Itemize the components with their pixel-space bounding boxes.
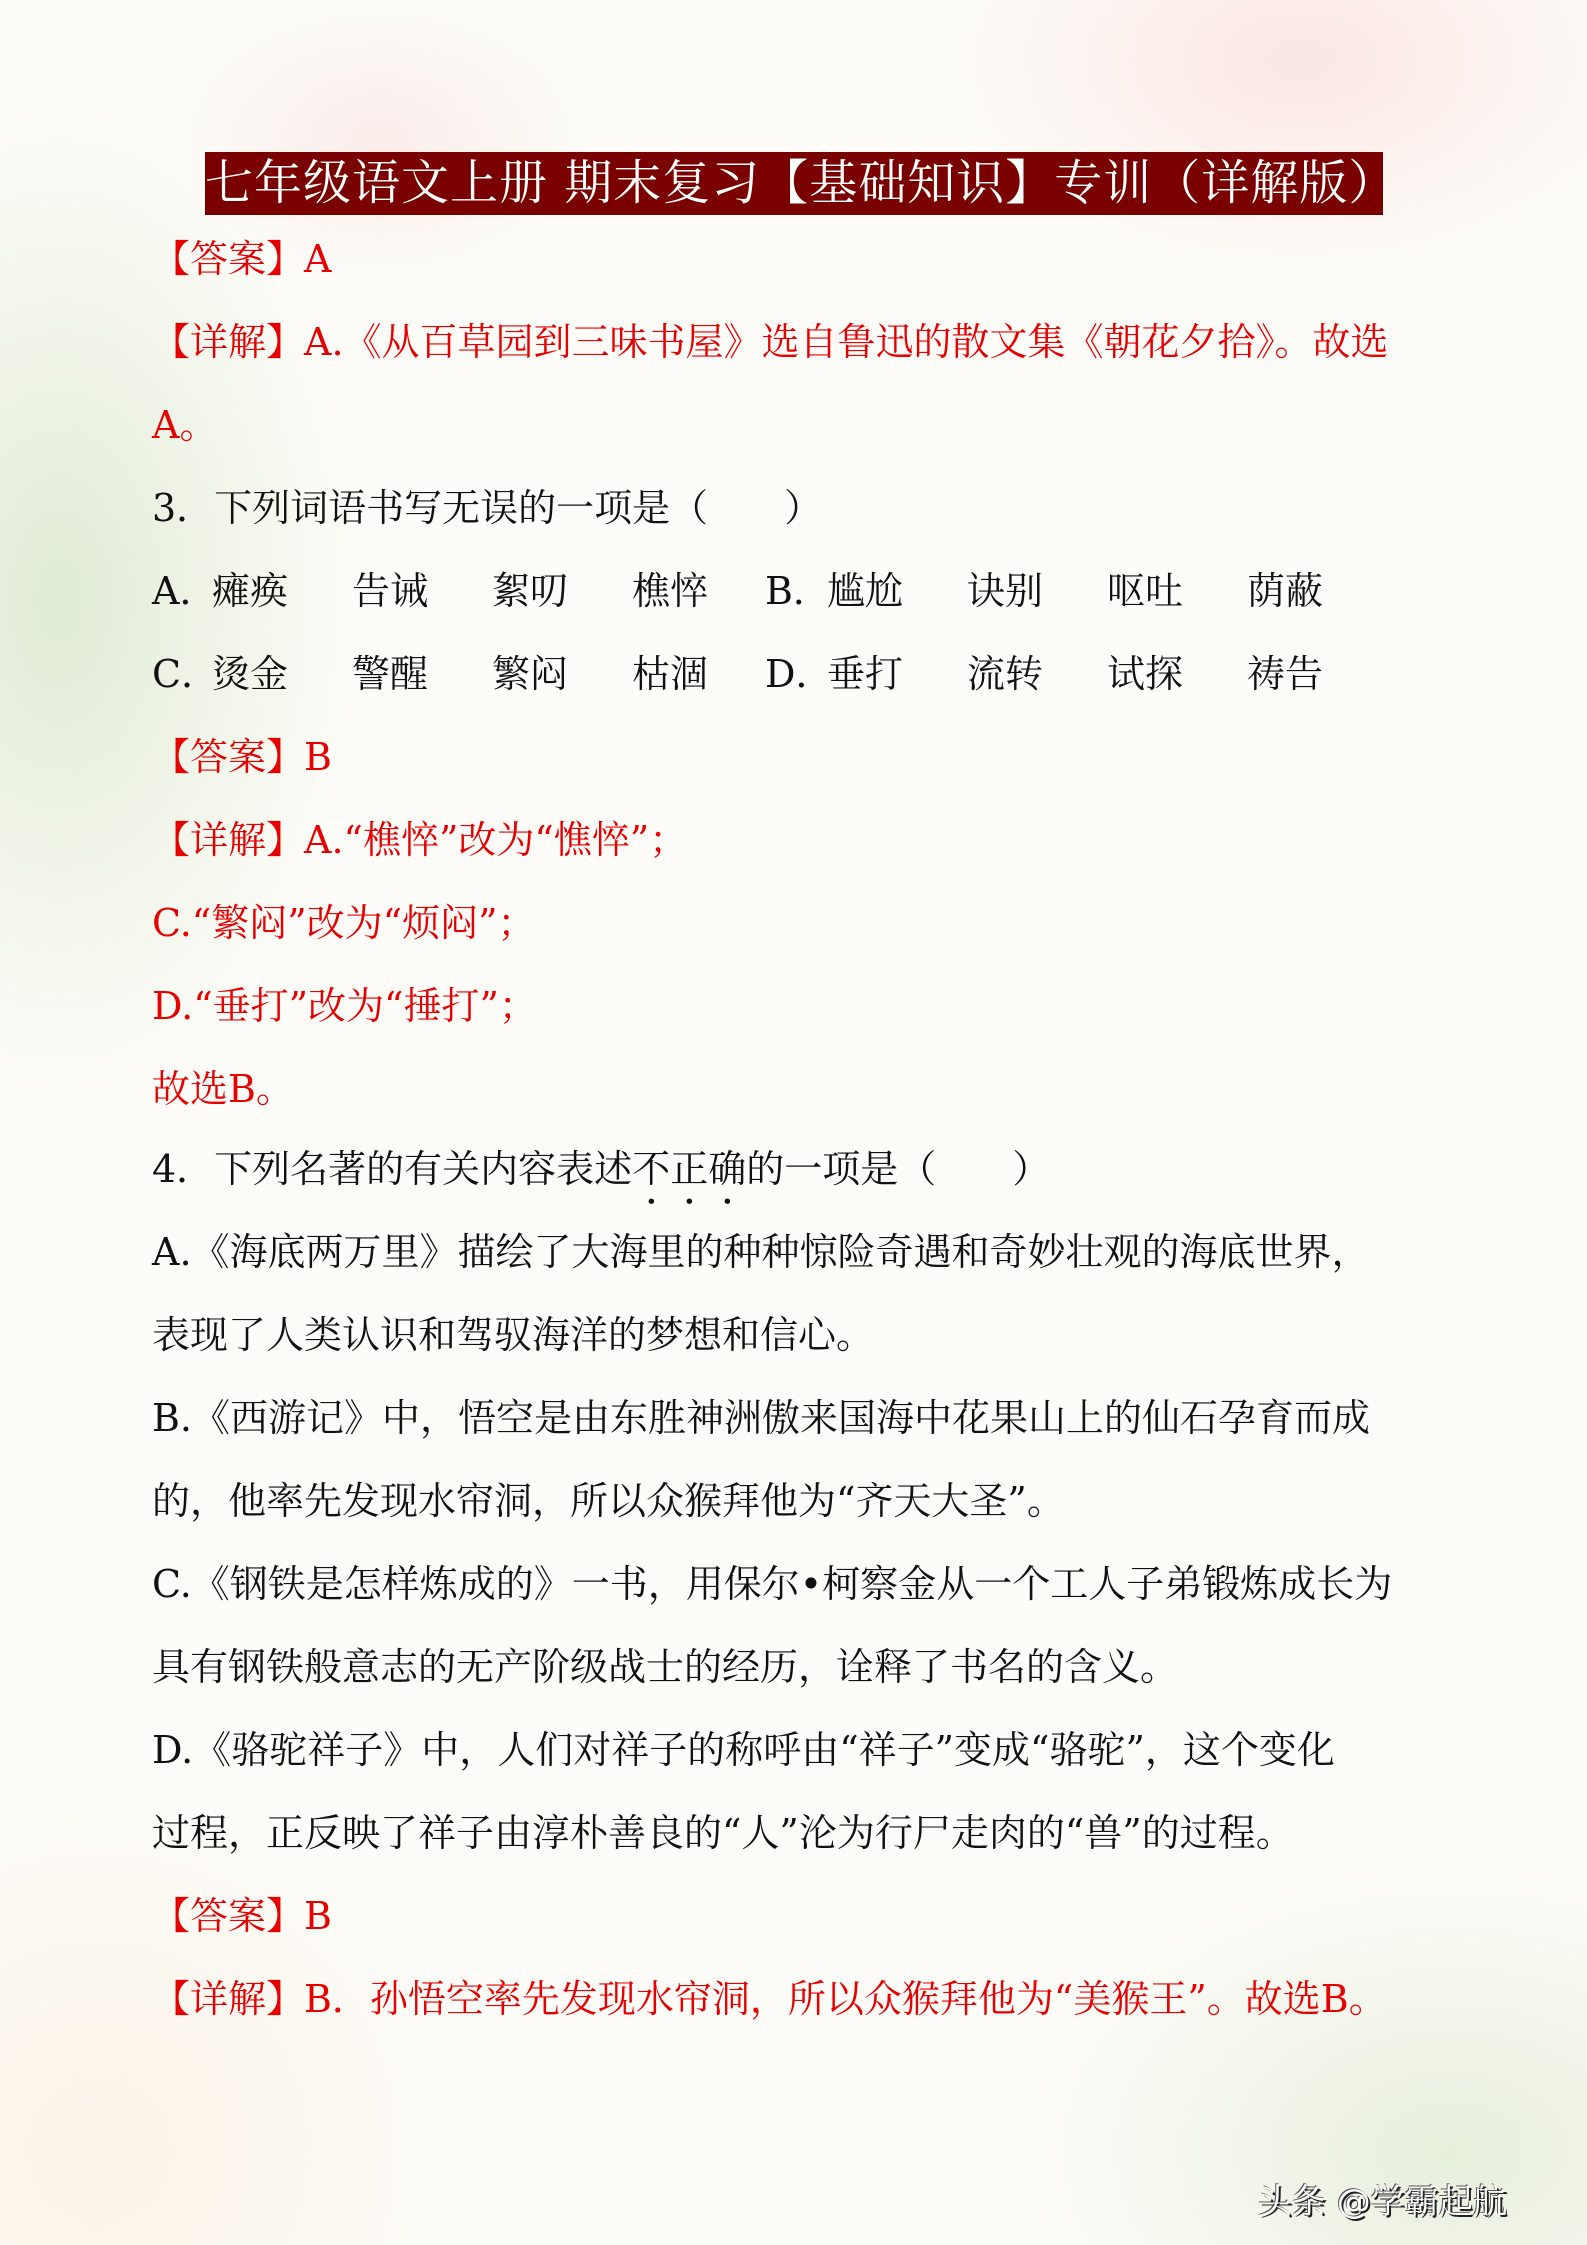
q4-option-line: C.《钢铁是怎样炼成的》一书，用保尔•柯察金从一个工人子弟锻炼成长为 [152, 1562, 1393, 1606]
q2-explanation-cont: A。 [152, 403, 218, 447]
option-word: 樵悴 [632, 569, 709, 613]
q4-option-line: 具有钢铁般意志的无产阶级战士的经历，诠释了书名的含义。 [152, 1645, 1179, 1689]
q2-explanation: 【详解】A.《从百草园到三味书屋》选自鲁迅的散文集《朝花夕拾》。故选 [152, 320, 1389, 364]
option-word: 荫蔽 [1247, 569, 1324, 613]
option-word: 繁闷 [492, 652, 569, 696]
q4-option-line: D.《骆驼祥子》中，人们对祥子的称呼由“祥子”变成“骆驼”，这个变化 [152, 1728, 1335, 1772]
q4-option-line: B.《西游记》中，悟空是由东胜神洲傲来国海中花果山上的仙石孕育而成 [152, 1396, 1371, 1440]
q3-options-row-1 [152, 550, 1452, 633]
watermark: 头条 @学霸起航 [1258, 2182, 1507, 2222]
page-title: 七年级语文上册 期末复习【基础知识】专训（详解版） [205, 152, 1383, 215]
q4-stem-text: 的一项是（ ） [746, 1147, 1051, 1191]
q2-answer: 【答案】A [152, 237, 332, 281]
option-word: 警醒 [352, 652, 429, 696]
q3-stem: 3．下列词语书写无误的一项是（ ） [152, 486, 823, 530]
option-word: 絮叨 [492, 569, 569, 613]
q3-explanation-line: C.“繁闷”改为“烦闷”； [152, 901, 536, 945]
option-word: 试探 [1107, 652, 1184, 696]
option-word: 诀别 [967, 569, 1044, 613]
q3-explanation-line: 故选B。 [152, 1067, 294, 1111]
q4-explanation: 【详解】B．孙悟空率先发现水帘洞，所以众猴拜他为“美猴王”。故选B。 [152, 1977, 1387, 2021]
q3-answer: 【答案】B [152, 735, 332, 779]
q3-explanation-line: 【详解】A.“樵悴”改为“憔悴”； [152, 818, 688, 862]
q4-answer: 【答案】B [152, 1894, 332, 1938]
option-word: 祷告 [1247, 652, 1324, 696]
option-word: 烫金 [212, 652, 289, 696]
q4-option-line: A.《海底两万里》描绘了大海里的种种惊险奇遇和奇妙壮观的海底世界， [152, 1230, 1370, 1274]
option-word: 尴尬 [827, 569, 904, 613]
q4-option-line: 过程，正反映了祥子由淳朴善良的“人”沦为行尸走肉的“兽”的过程。 [152, 1811, 1294, 1855]
option-label: C． [152, 652, 220, 696]
option-label: A． [152, 569, 218, 613]
document-body [152, 218, 1452, 2041]
option-word: 告诫 [352, 569, 429, 613]
option-word: 瘫痪 [212, 569, 289, 613]
q4-stem [152, 1131, 1452, 1211]
option-label: D． [765, 652, 834, 696]
option-word: 流转 [967, 652, 1044, 696]
option-word: 呕吐 [1107, 569, 1184, 613]
q3-options-row-2 [152, 633, 1452, 716]
q4-stem-emphasis: 不正确 [632, 1147, 747, 1191]
q3-explanation-line: D.“垂打”改为“捶打”； [152, 984, 537, 1028]
option-word: 垂打 [827, 652, 904, 696]
q4-option-line: 表现了人类认识和驾驭海洋的梦想和信心。 [152, 1313, 875, 1357]
q4-stem-text: 4．下列名著的有关内容表述 [152, 1147, 633, 1191]
option-word: 枯涸 [632, 652, 709, 696]
q4-option-line: 的，他率先发现水帘洞，所以众猴拜他为“齐天大圣”。 [152, 1479, 1065, 1523]
option-label: B． [765, 569, 831, 613]
